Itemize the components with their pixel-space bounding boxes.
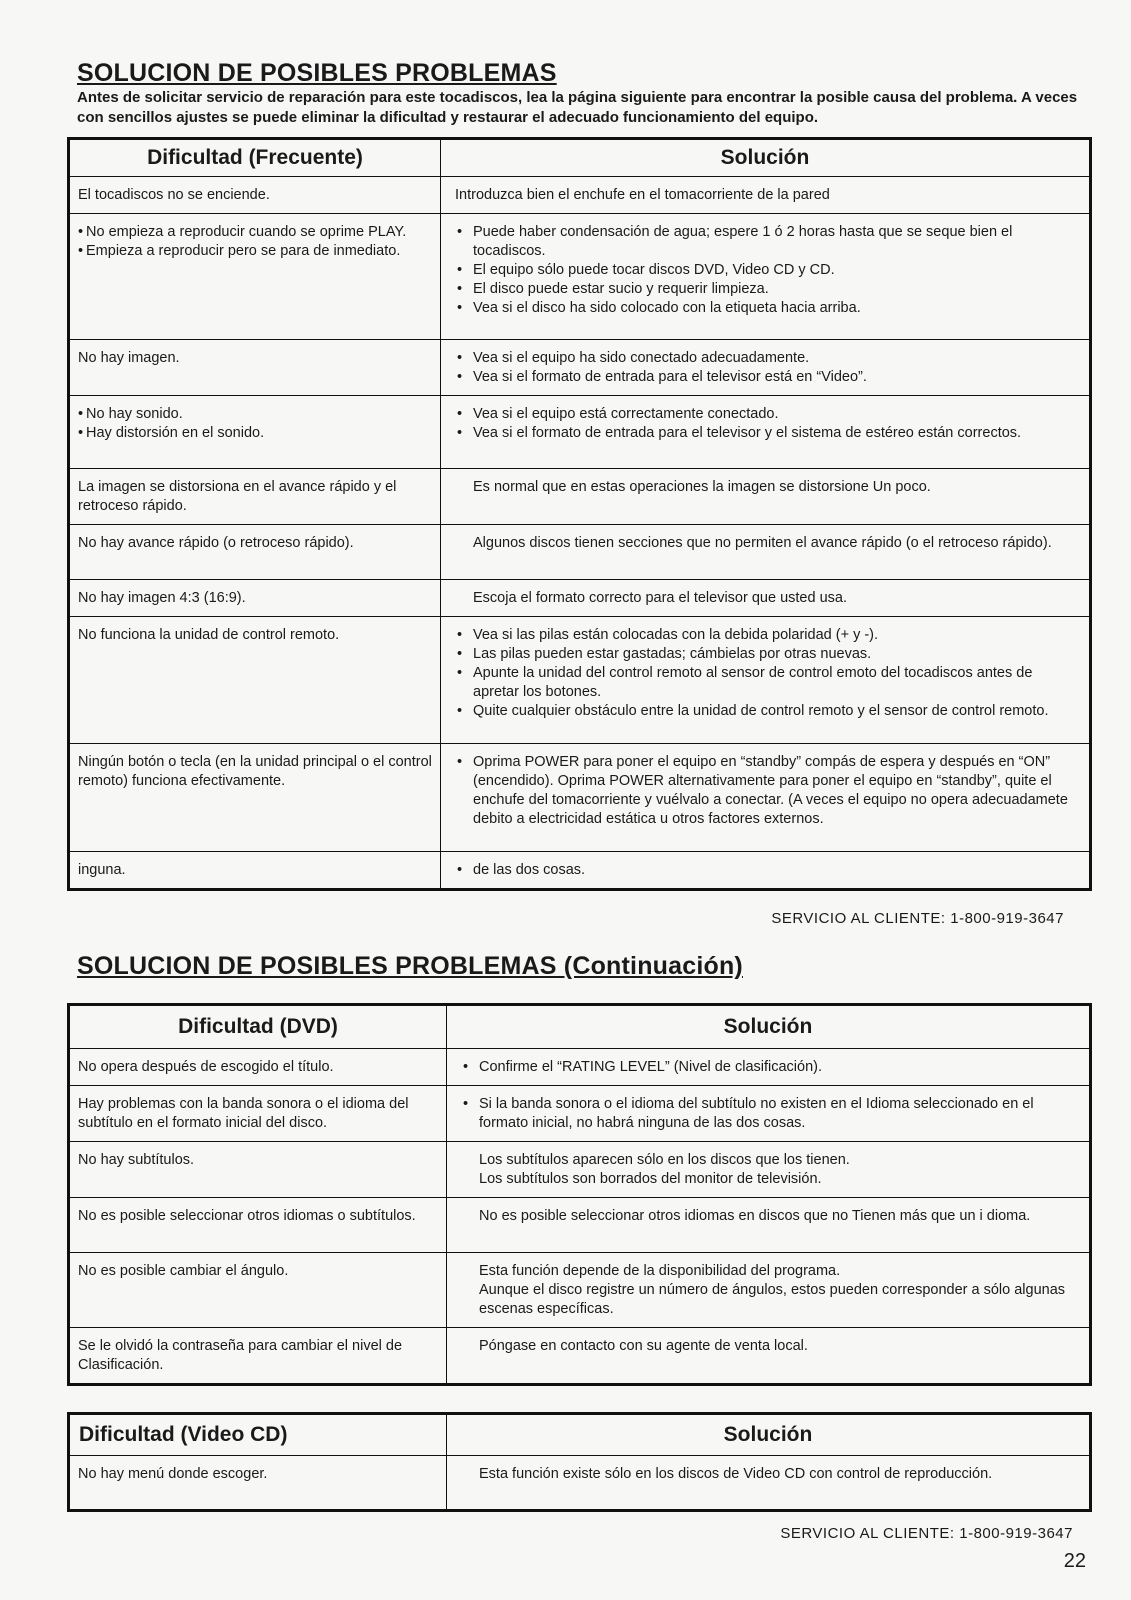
table-row: [69, 214, 1091, 340]
solution-cell: Algunos discos tienen secciones que no permiten el avance rápido (o el retroceso rápido).: [441, 525, 1091, 580]
list-item: • Oprima POWER para poner el equipo en “standby” compás de espera y después en “ON” (encendido). Oprima POWER alternativamente para poner el equipo en “standby”, quite el enchufe del tomacorriente y vuélvalo a conectar. (A veces el equipo no opera adecuadamete debito a electricidad estática u otros factores externos.: [457, 753, 1081, 829]
table-row: [69, 469, 1091, 525]
solution-cell: Esta función existe sólo en los discos de Video CD con control de reproducción.: [447, 1456, 1091, 1511]
list-item: • El disco puede estar sucio y requerir limpieza.: [457, 280, 1081, 299]
table-row: [69, 744, 1091, 852]
table-row: [69, 852, 1091, 890]
list-item: • No hay sonido.: [78, 405, 432, 424]
problem-cell: No es posible seleccionar otros idiomas o subtítulos.: [69, 1198, 447, 1253]
solution-cell: No es posible seleccionar otros idiomas en discos que no Tienen más que un i dioma.: [447, 1198, 1091, 1253]
troubleshooting-table-video-cd: [67, 1412, 1092, 1512]
problem-cell: Hay problemas con la banda sonora o el idioma del subtítulo en el formato inicial del disco.: [69, 1086, 447, 1142]
table-row: [69, 340, 1091, 396]
intro-paragraph: Antes de solicitar servicio de reparación para este tocadiscos, lea la página siguiente para encontrar la posible causa del problema. A veces con sencillos ajustes se puede eliminar la dificultad y restaurar el adecuado funcionamiento del equipo.: [77, 89, 1078, 126]
list-item: • Apunte la unidad del control remoto al sensor de control emoto del tocadiscos antes de apretar los botones.: [457, 664, 1081, 702]
list-item: • Las pilas pueden estar gastadas; cámbielas por otras nuevas.: [457, 645, 1081, 664]
header-problem: Dificultad (Video CD): [69, 1414, 447, 1456]
problem-cell: No opera después de escogido el título.: [69, 1049, 447, 1086]
problem-cell: No hay subtítulos.: [69, 1142, 447, 1198]
solution-cell: Escoja el formato correcto para el televisor que usted usa.: [441, 580, 1091, 617]
solution-cell: Esta función depende de la disponibilidad del programa. Aunque el disco registre un número de ángulos, estos pueden corresponder a sólo algunas escenas específicas.: [447, 1253, 1091, 1328]
section-title-continued: SOLUCION DE POSIBLES PROBLEMAS (Continuación): [77, 952, 743, 980]
solution-cell: [441, 617, 1091, 744]
table-row: [69, 1456, 1091, 1511]
header-solution: Solución: [447, 1414, 1091, 1456]
problem-cell: Se le olvidó la contraseña para cambiar el nivel de Clasificación.: [69, 1328, 447, 1385]
list-item: • Si la banda sonora o el idioma del subtítulo no existen en el Idioma seleccionado en el formato inicial, no habrá ninguna de las dos cosas.: [463, 1095, 1081, 1133]
solution-cell: [447, 1049, 1091, 1086]
table-header-row: [69, 1414, 1091, 1456]
list-item: • Hay distorsión en el sonido.: [78, 424, 432, 443]
customer-service-line: SERVICIO AL CLIENTE: 1-800-919-3647: [780, 1525, 1073, 1542]
solution-cell: [441, 396, 1091, 469]
table-header-row: [69, 139, 1091, 177]
list-item: • Empieza a reproducir pero se para de inmediato.: [78, 242, 432, 261]
solution-cell: [441, 744, 1091, 852]
list-item: • No empieza a reproducir cuando se oprime PLAY.: [78, 223, 432, 242]
problem-cell: Ningún botón o tecla (en la unidad principal o el control remoto) funciona efectivamente.: [69, 744, 441, 852]
list-item: • Puede haber condensación de agua; espere 1 ó 2 horas hasta que se seque bien el tocadiscos.: [457, 223, 1081, 261]
list-item: • de las dos cosas.: [457, 861, 1081, 880]
list-item: • Confirme el “RATING LEVEL” (Nivel de clasificación).: [463, 1058, 1081, 1077]
troubleshooting-table-frequent: [67, 137, 1092, 891]
solution-cell: Póngase en contacto con su agente de venta local.: [447, 1328, 1091, 1385]
section-title: SOLUCION DE POSIBLES PROBLEMAS: [77, 59, 557, 87]
table-row: [69, 1049, 1091, 1086]
table-row: [69, 617, 1091, 744]
list-item: • Vea si el disco ha sido colocado con la etiqueta hacia arriba.: [457, 299, 1081, 318]
solution-cell: Es normal que en estas operaciones la imagen se distorsione Un poco.: [441, 469, 1091, 525]
problem-cell: [69, 214, 441, 340]
table-row: [69, 1198, 1091, 1253]
solution-cell: Introduzca bien el enchufe en el tomacorriente de la pared: [441, 177, 1091, 214]
problem-cell: inguna.: [69, 852, 441, 890]
solution-cell: [441, 852, 1091, 890]
table-row: [69, 1253, 1091, 1328]
header-solution: Solución: [441, 139, 1091, 177]
table-row: [69, 1142, 1091, 1198]
list-item: • El equipo sólo puede tocar discos DVD, Video CD y CD.: [457, 261, 1081, 280]
problem-cell: No hay imagen.: [69, 340, 441, 396]
problem-cell: La imagen se distorsiona en el avance rápido y el retroceso rápido.: [69, 469, 441, 525]
table-row: [69, 177, 1091, 214]
problem-cell: El tocadiscos no se enciende.: [69, 177, 441, 214]
list-item: • Vea si el formato de entrada para el televisor y el sistema de estéreo están correctos.: [457, 424, 1081, 443]
troubleshooting-table-dvd: [67, 1003, 1092, 1386]
problem-cell: No hay imagen 4:3 (16:9).: [69, 580, 441, 617]
problem-cell: No hay menú donde escoger.: [69, 1456, 447, 1511]
list-item: • Quite cualquier obstáculo entre la unidad de control remoto y el sensor de control remoto.: [457, 702, 1081, 721]
table-row: [69, 525, 1091, 580]
page-number: 22: [1063, 1550, 1086, 1572]
solution-cell: [441, 340, 1091, 396]
solution-cell: [441, 214, 1091, 340]
problem-cell: No es posible cambiar el ángulo.: [69, 1253, 447, 1328]
table-row: [69, 580, 1091, 617]
table-row: [69, 1086, 1091, 1142]
problem-cell: No funciona la unidad de control remoto.: [69, 617, 441, 744]
table-row: [69, 1328, 1091, 1385]
list-item: • Vea si el equipo ha sido conectado adecuadamente.: [457, 349, 1081, 368]
header-solution: Solución: [447, 1005, 1091, 1049]
header-problem: Dificultad (Frecuente): [69, 139, 441, 177]
customer-service-line: SERVICIO AL CLIENTE: 1-800-919-3647: [771, 910, 1064, 927]
table-header-row: [69, 1005, 1091, 1049]
list-item: • Vea si las pilas están colocadas con la debida polaridad (+ y -).: [457, 626, 1081, 645]
list-item: • Vea si el equipo está correctamente conectado.: [457, 405, 1081, 424]
table-row: [69, 396, 1091, 469]
problem-cell: [69, 396, 441, 469]
solution-cell: Los subtítulos aparecen sólo en los discos que los tienen. Los subtítulos son borrados del monitor de televisión.: [447, 1142, 1091, 1198]
list-item: • Vea si el formato de entrada para el televisor está en “Video”.: [457, 368, 1081, 387]
header-problem: Dificultad (DVD): [69, 1005, 447, 1049]
problem-cell: No hay avance rápido (o retroceso rápido).: [69, 525, 441, 580]
solution-cell: [447, 1086, 1091, 1142]
